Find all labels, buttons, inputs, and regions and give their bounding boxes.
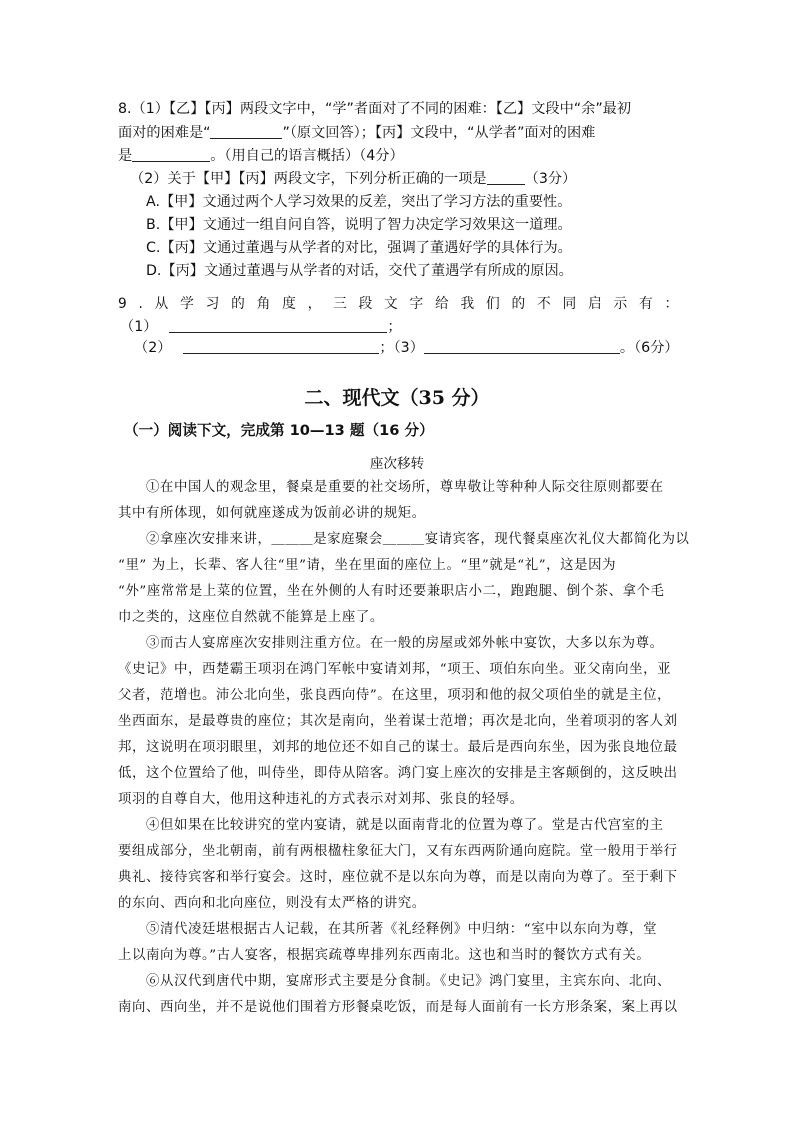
article-line: 巾之类的，这座位自然就不能算是上座了。 <box>118 610 384 625</box>
q9-item-1-label: （1） <box>120 319 158 335</box>
section-title: 二、现代文（35 分） <box>304 387 490 409</box>
q8-line-2-text-b: ”（原文回答）；【丙】文段中，“从学者”面对的困难 <box>282 125 596 141</box>
article-line: 《史记》中，西楚霸王项羽在鸿门军帐中宴请刘邦，“项王、项伯东向坐。亚父南向坐，亚 <box>118 662 672 677</box>
q9-answer-blank-2[interactable] <box>183 339 379 354</box>
q9-line-2-end: 。（6分） <box>619 340 679 356</box>
article-line: ③而古人宴席座次安排则注重方位。在一般的房屋或郊外帐中宴饮，大多以东为尊。 <box>146 636 664 651</box>
article-line: “里” 为上，长辈、客人往“里”请，坐在里面的座位上。“里”就是“礼”，这是因为 <box>118 558 617 573</box>
q9-item-3-label: ；（3） <box>379 340 424 356</box>
q8-line-3-text-b: 。（用自己的语言概括）（4分） <box>210 148 404 164</box>
article-line: 项羽的自尊自大，他用这种违礼的方式表示对刘邦、张良的轻辱。 <box>118 792 524 807</box>
q8-line-3 <box>118 146 404 166</box>
q9-answer-blank-3[interactable] <box>424 339 620 354</box>
q9-line-1 <box>120 317 402 337</box>
q8-part-2-text-a: （2）关于【甲】【丙】两段文字，下列分析正确的一项是 <box>130 171 487 187</box>
q9-item-2-label: （2） <box>134 340 172 356</box>
q8-option-a: A.【甲】文通过两个人学习效果的反差，突出了学习方法的重要性。 <box>146 194 572 210</box>
article-line: 低，这个位置给了他，叫侍坐，即侍从陪客。鸿门宴上座次的安排是主客颠倒的，这反映出 <box>118 766 678 781</box>
section-subtitle: （一）阅读下文，完成第 10—13 题（16 分） <box>124 422 434 439</box>
article-line: 南向、西向坐，并不是说他们围着方形餐桌吃饭，而是每人面前有一长方形条案，案上再以 <box>118 1000 678 1015</box>
q8-part-2-text-b: （3分） <box>524 171 577 187</box>
article-line: 上以南向为尊。”古人宴客，根据宾疏尊卑排列东西南北。这也和当时的餐饮方式有关。 <box>118 948 651 963</box>
q8-option-d: D.【丙】文通过董遇与从学者的对话，交代了董遇学有所成的原因。 <box>146 263 573 279</box>
q8-line-1: 8.（1）【乙】【丙】两段文字中，“学”者面对了不同的困难：【乙】文段中“余”最初 <box>118 101 632 117</box>
article-line: 坐西面东，是最尊贵的座位；其次是南向，坐着谋士范增；再次是北向，坐着项羽的客人刘 <box>118 714 678 729</box>
q8-choice-blank[interactable] <box>487 170 525 185</box>
q8-line-2 <box>118 123 595 143</box>
article-line: 的东向、西向和北向座位，则没有太严格的讲究。 <box>118 896 426 911</box>
article-line: 典礼、接待宾客和举行宴会。这时，座位就不是以东向为尊，而是以南向为尊了。至于剩下 <box>118 870 678 885</box>
article-line: ④但如果在比较讲究的堂内宴请，就是以面南背北的位置为尊了。堂是古代宫室的主 <box>146 818 664 833</box>
q8-part-2 <box>130 169 576 189</box>
article-line: “外”座常常是上菜的位置，坐在外侧的人有时还要兼职店小二，跑跑腿、倒个茶、拿个毛 <box>118 584 665 599</box>
article-line: 要组成部分，坐北朝南，前有两根楹柱象征大门，又有东西两阶通向庭院。堂一般用于举行 <box>118 844 678 859</box>
q8-option-c: C.【丙】文通过董遇与从学者的对比，强调了董遇好学的具体行为。 <box>146 240 572 256</box>
article-line: ②拿座次安排来讲，＿＿＿是家庭聚会＿＿＿宴请宾客，现代餐桌座次礼仪大都简化为以 <box>146 532 690 547</box>
q8-answer-blank-2[interactable] <box>132 147 210 162</box>
article-line: ①在中国人的观念里，餐桌是重要的社交场所，尊卑敬让等种种人际交往原则都要在 <box>146 480 664 495</box>
article-line: 邦，这说明在项羽眼里，刘邦的地位还不如自己的谋士。最后是西向东坐，因为张良地位最 <box>118 740 678 755</box>
article-title: 座次移转 <box>369 456 425 472</box>
q8-option-b: B.【甲】文通过一组自问自答，说明了智力决定学习效果这一道理。 <box>146 217 572 233</box>
q9-answer-blank-1[interactable] <box>169 318 387 333</box>
q8-line-3-text-a: 是 <box>118 148 133 164</box>
article-line: 父者，范增也。沛公北向坐，张良西向侍”。在这里，项羽和他的叔父项伯坐的就是主位， <box>118 688 672 703</box>
q9-prompt: 9.从学习的角度，三段文字给我们的不同启示有： <box>118 296 690 312</box>
article-line: ⑤清代凌廷堪根据古人记载，在其所著《礼经释例》中归纳：“室中以东向为尊，堂 <box>146 922 658 937</box>
article-line: ⑥从汉代到唐代中期，宴席形式主要是分食制。《史记》鸿门宴里，主宾东向、北向、 <box>146 974 671 989</box>
q9-line-2 <box>134 338 679 358</box>
q9-line-1-end: ； <box>387 319 402 335</box>
article-line: 其中有所体现，如何就座遂成为饭前必讲的规矩。 <box>118 506 426 521</box>
q8-line-2-text-a: 面对的困难是“ <box>118 125 211 141</box>
q8-answer-blank-1[interactable] <box>210 124 282 139</box>
